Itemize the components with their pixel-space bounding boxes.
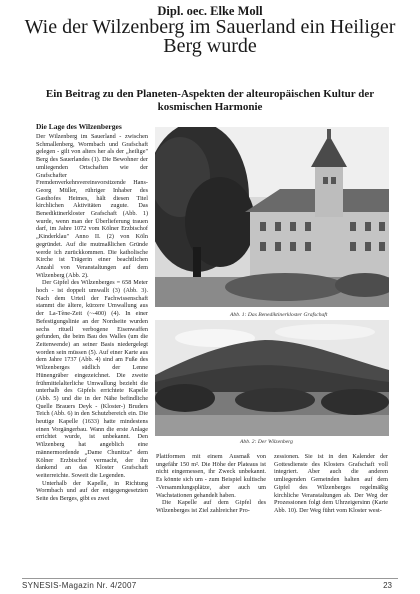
paragraph: Die Kapelle auf dem Gipfel des Wilzenberges ist Ziel zahlreicher Pro- <box>156 499 266 514</box>
figure-caption: Abb. 1: Das Benediktinerkloster Grafschaft <box>230 312 328 318</box>
paragraph: zessionen. Sie ist in den Kalender der Gottesdienste des Klosters Grafschaft voll integriert. Aber auch die anderen umliegenden Gemeinden halten auf dem Gipfel des Wilzenberges regelmäßig kirchliche Veranstaltungen ab. Der Weg der Prozessionen folgt dem Uhrzeigersinn (Karte Abb. 10). Der Weg führt vom Kloster west- <box>274 453 388 514</box>
article-title: Wie der Wilzenberg im Sauerland ein Heiliger Berg wurde <box>24 16 396 57</box>
wilzenberg-photo <box>155 320 389 436</box>
paragraph: Der Wilzenberg im Sauerland - zwischen Schmallenberg, Wormbach und Grafschaft gelegen - gilt von alters her als der „heilige" Berg des Sauerlandes (1). Die Bewohner der umliegenden Ortschaften wie der Grafschafter Fremdenverkehrsvereinsvorsitzende Hans-Georg Müller, rühriger Inhaber des Gasthofes Heimes, hält diesen Titel kirchlichen Aktivitäten zugute. Das Benediktinerkloster Grafschaft (Abb. 1) wurde, wenn man der Überlieferung trauen darf, im Jahre 1072 vom Kölner Erzbischof „Kinderklau" Anno II. (2) von Köln gegründet. Auf die mutmaßlichen Gründe werde ich zurückkommen. Die katholische Kirche ist Trägerin einer beachtlichen Anzahl von Veranstaltungen auf dem Wilzenberg (Abb. 2). <box>36 133 148 279</box>
footer-rule <box>22 578 398 579</box>
monastery-photo <box>155 127 389 307</box>
article-subtitle: Ein Beitrag zu den Planeten-Aspekten der alteuropäischen Kultur der kosmischen Harmonie <box>45 88 375 113</box>
text-column-2 <box>156 453 266 571</box>
paragraph: Der Gipfel des Wilzenberges = 658 Meter hoch - ist doppelt umwallt (3) (Abb. 3). Nach dem Urteil der Fachwissenschaft stammt die ältere, kürzere Umwallung aus der La-Tène-Zeit (~-400) (4). In einer Befestigungslinie an der Nordseite wurden sechs rituell verbogene Eisenwaffen gefunden, die beim Bau des Walles (um die Zeitenwende) an seiner Basis niedergelegt worden sein müssen (5). Auf einer Karte aus dem Jahre 1737 (Abb. 4) sind am Fuße des Wilzenberges südlich der Lenne Hünengräber eingezeichnet. Die zweite frühmittelalterliche Umwallung bezieht die unterhalb des Gipfels errichtete Kapelle (Abb. 5) und die in der Nähe befindliche Quelle Brauers Deyk - (Kloster-) Bruders Teich (Abb. 6) in den Schutzbereich ein. Die heutige Kapelle (1633) hatte mindestens einen Vorgängerbau. Wann die erste Anlage errichtet wurde, ist unbekannt. Den Wilzenberg hat angeblich eine männermordende „Dame Chunitza" dem Kölner Erzbischof vermacht, der ihn dankend an das Kloster Grafschaft weiterreichte. Soweit die Legenden. <box>36 279 148 479</box>
text-column-3 <box>274 453 388 571</box>
figure-caption: Abb. 2: Der Wilzenberg <box>240 439 293 445</box>
magazine-name: SYNESIS-Magazin Nr. 4/2007 <box>22 581 137 590</box>
section-heading: Die Lage des Wilzenberges <box>36 122 122 131</box>
paragraph: Unterhalb der Kapelle, in Richtung Wormbach und auf der entgegengesetzten Seite des Berges, gibt es zwei <box>36 479 148 503</box>
author-line: Dipl. oec. Elke Moll <box>157 4 263 18</box>
text-column-1 <box>36 122 148 570</box>
paragraph: Plattformen mit einem Ausmaß von ungefähr 150 m². Die Höhe der Plateaus ist nicht eingemessen, ihr Zweck unbekannt. Es könnte sich um - zum Beispiel kultische -Versammlungsplätze, aber auch um Wachstationen gehandelt haben. <box>156 453 266 499</box>
page-number: 23 <box>383 581 392 590</box>
